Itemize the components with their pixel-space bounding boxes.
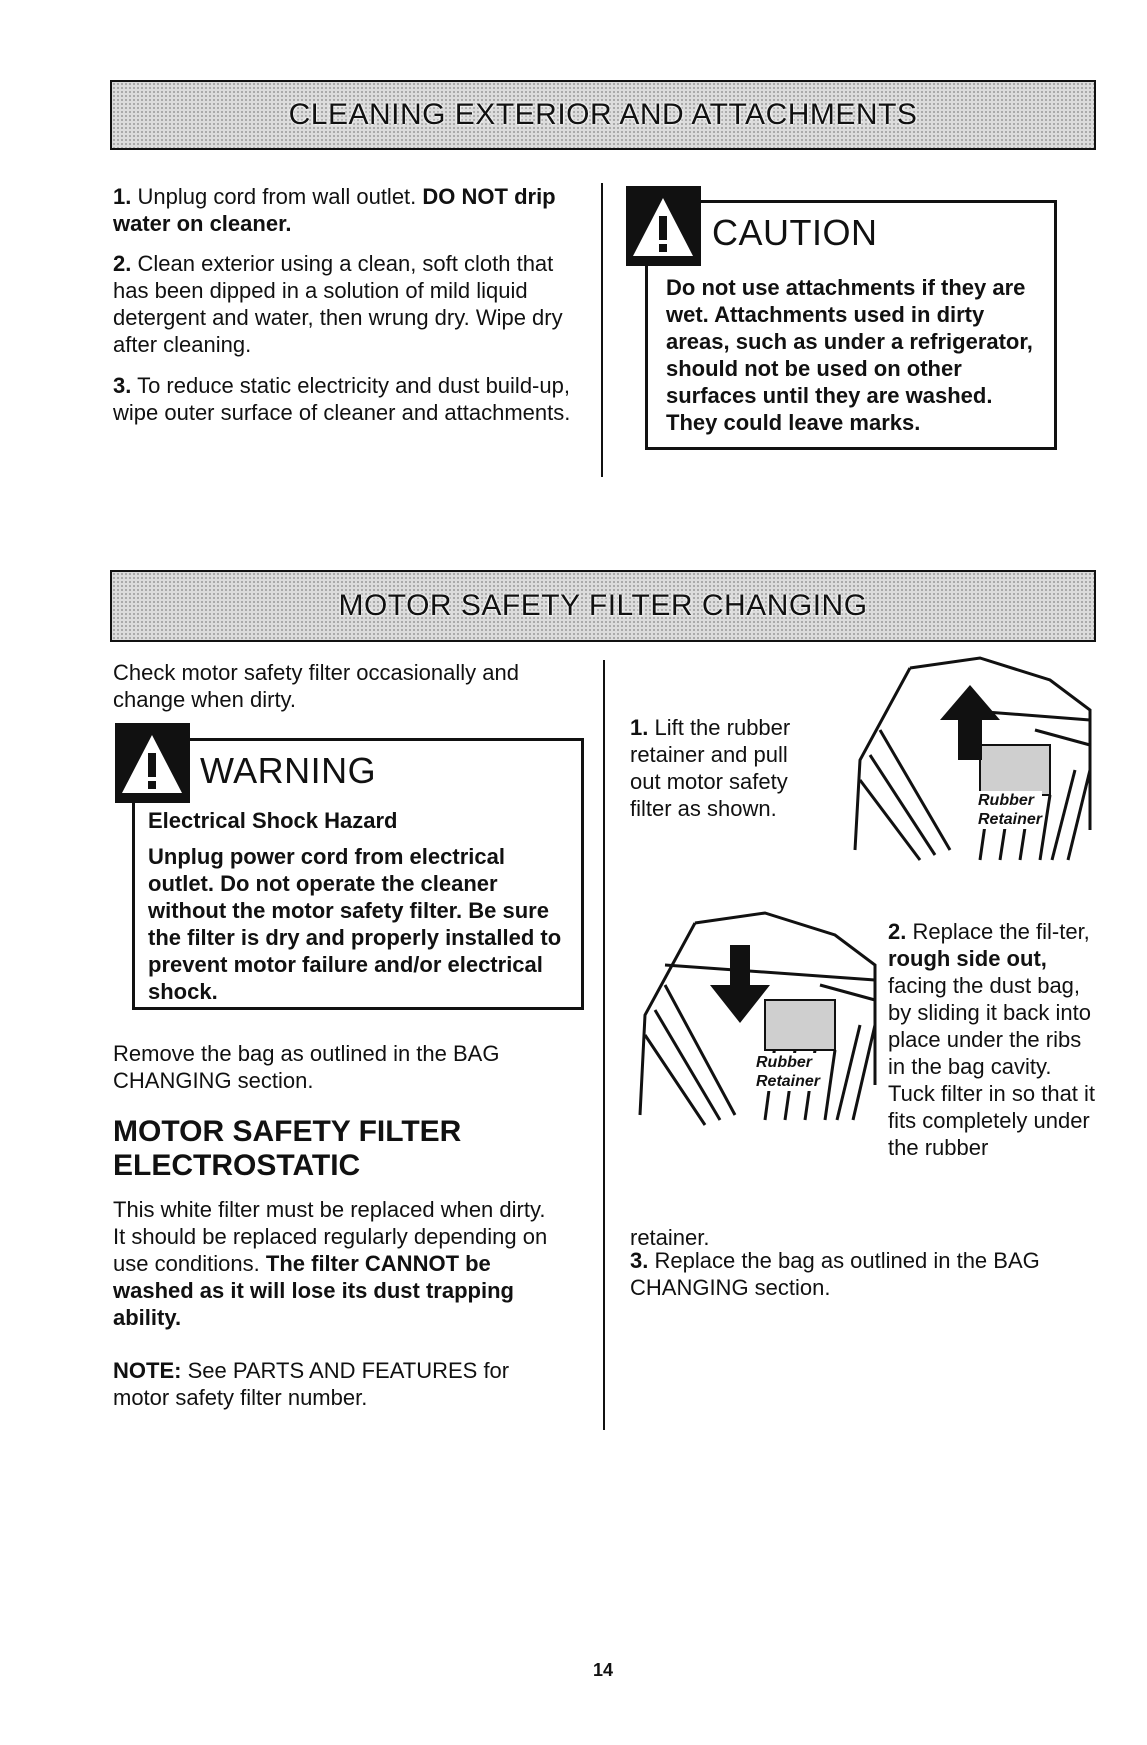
step-number: 1. (630, 715, 649, 740)
caution-title: CAUTION (712, 212, 878, 253)
banner-title: MOTOR SAFETY FILTER CHANGING (338, 589, 868, 622)
column-divider (603, 660, 605, 1430)
note-label: NOTE: (113, 1358, 182, 1383)
figure-label-line1: Rubber (978, 792, 1034, 809)
warning-subtitle: Electrical Shock Hazard (148, 808, 398, 833)
caution-body: Do not use attachments if they are wet. Attachments used in dirty areas, such as under a refrigerator, should not be used on other surfaces until they are washed. They could leave marks. (666, 275, 1033, 435)
cleaning-step-3 (113, 372, 583, 426)
step-number: 1. (113, 184, 132, 209)
electro-plain: This white filter must be replaced when dirty. It should be replaced regularly depending on use conditions. (113, 1197, 548, 1276)
figure-label (978, 791, 1042, 829)
section-banner-filter (110, 570, 1096, 642)
section-heading-line2: ELECTROSTATIC (113, 1149, 361, 1182)
electro-bold: The filter CANNOT be washed as it will lose its dust trapping ability. (113, 1251, 514, 1330)
section-heading-line1: MOTOR SAFETY FILTER (113, 1115, 462, 1148)
step-number: 3. (113, 373, 132, 398)
filter-removal-illustration (840, 650, 1102, 870)
figure-label (756, 1053, 820, 1091)
filter-intro: Check motor safety filter occasionally and change when dirty. (113, 660, 519, 712)
remove-bag-text: Remove the bag as outlined in the BAG CHANGING section. (113, 1041, 500, 1093)
step-number: 2. (888, 919, 907, 944)
banner-title: CLEANING EXTERIOR AND ATTACHMENTS (288, 98, 918, 131)
filter-step-3 (630, 1247, 1090, 1301)
warning-body: Unplug power cord from electrical outlet. Do not operate the cleaner without the motor safety filter. Be sure the filter is dry and properly installed to prevent motor failure and/or electrical shock. (148, 844, 562, 1004)
note-text (113, 1357, 563, 1411)
figure-label-line2: Retainer (978, 811, 1043, 828)
filter-step-1 (630, 714, 820, 822)
page-number: 14 (593, 1660, 614, 1680)
step-number: 3. (630, 1248, 649, 1273)
filter-step-2-tail: retainer. (630, 1225, 710, 1250)
step-text: Clean exterior using a clean, soft cloth that has been dipped in a solution of mild liquid detergent and water, then wrung dry. Wipe dry after cleaning. (113, 251, 563, 357)
warning-title: WARNING (200, 750, 377, 791)
cleaning-step-2 (113, 250, 583, 358)
warning-triangle-icon (115, 723, 190, 803)
step-text: To reduce static electricity and dust build-up, wipe outer surface of cleaner and attachments. (113, 373, 571, 425)
step-bold-text: rough side out, (888, 946, 1047, 971)
step-bold-text: DO NOT drip water on cleaner. (113, 184, 556, 236)
step-text: Lift the rubber retainer and pull out motor safety filter as shown. (630, 715, 791, 821)
step-text: facing the dust bag, by sliding it back into place under the ribs in the bag cavity. Tuck filter in so that it fits completely under the rubber (888, 973, 1096, 1160)
step-text: Replace the fil-ter, (912, 919, 1090, 944)
step-number: 2. (113, 251, 132, 276)
column-divider (601, 183, 603, 477)
filter-replace-illustration (625, 905, 887, 1130)
figure-label-line1: Rubber (756, 1054, 812, 1071)
figure-label-line2: Retainer (756, 1073, 821, 1090)
electrostatic-text (113, 1196, 563, 1331)
step-text: Unplug cord from wall outlet. (137, 184, 417, 209)
section-banner-cleaning (110, 80, 1096, 150)
note-body: See PARTS AND FEATURES for motor safety filter number. (113, 1358, 510, 1410)
filter-step-2 (888, 918, 1098, 1161)
step-text: Replace the bag as outlined in the BAG CHANGING section. (630, 1248, 1040, 1300)
cleaning-step-1 (113, 183, 583, 237)
warning-triangle-icon (626, 186, 701, 266)
